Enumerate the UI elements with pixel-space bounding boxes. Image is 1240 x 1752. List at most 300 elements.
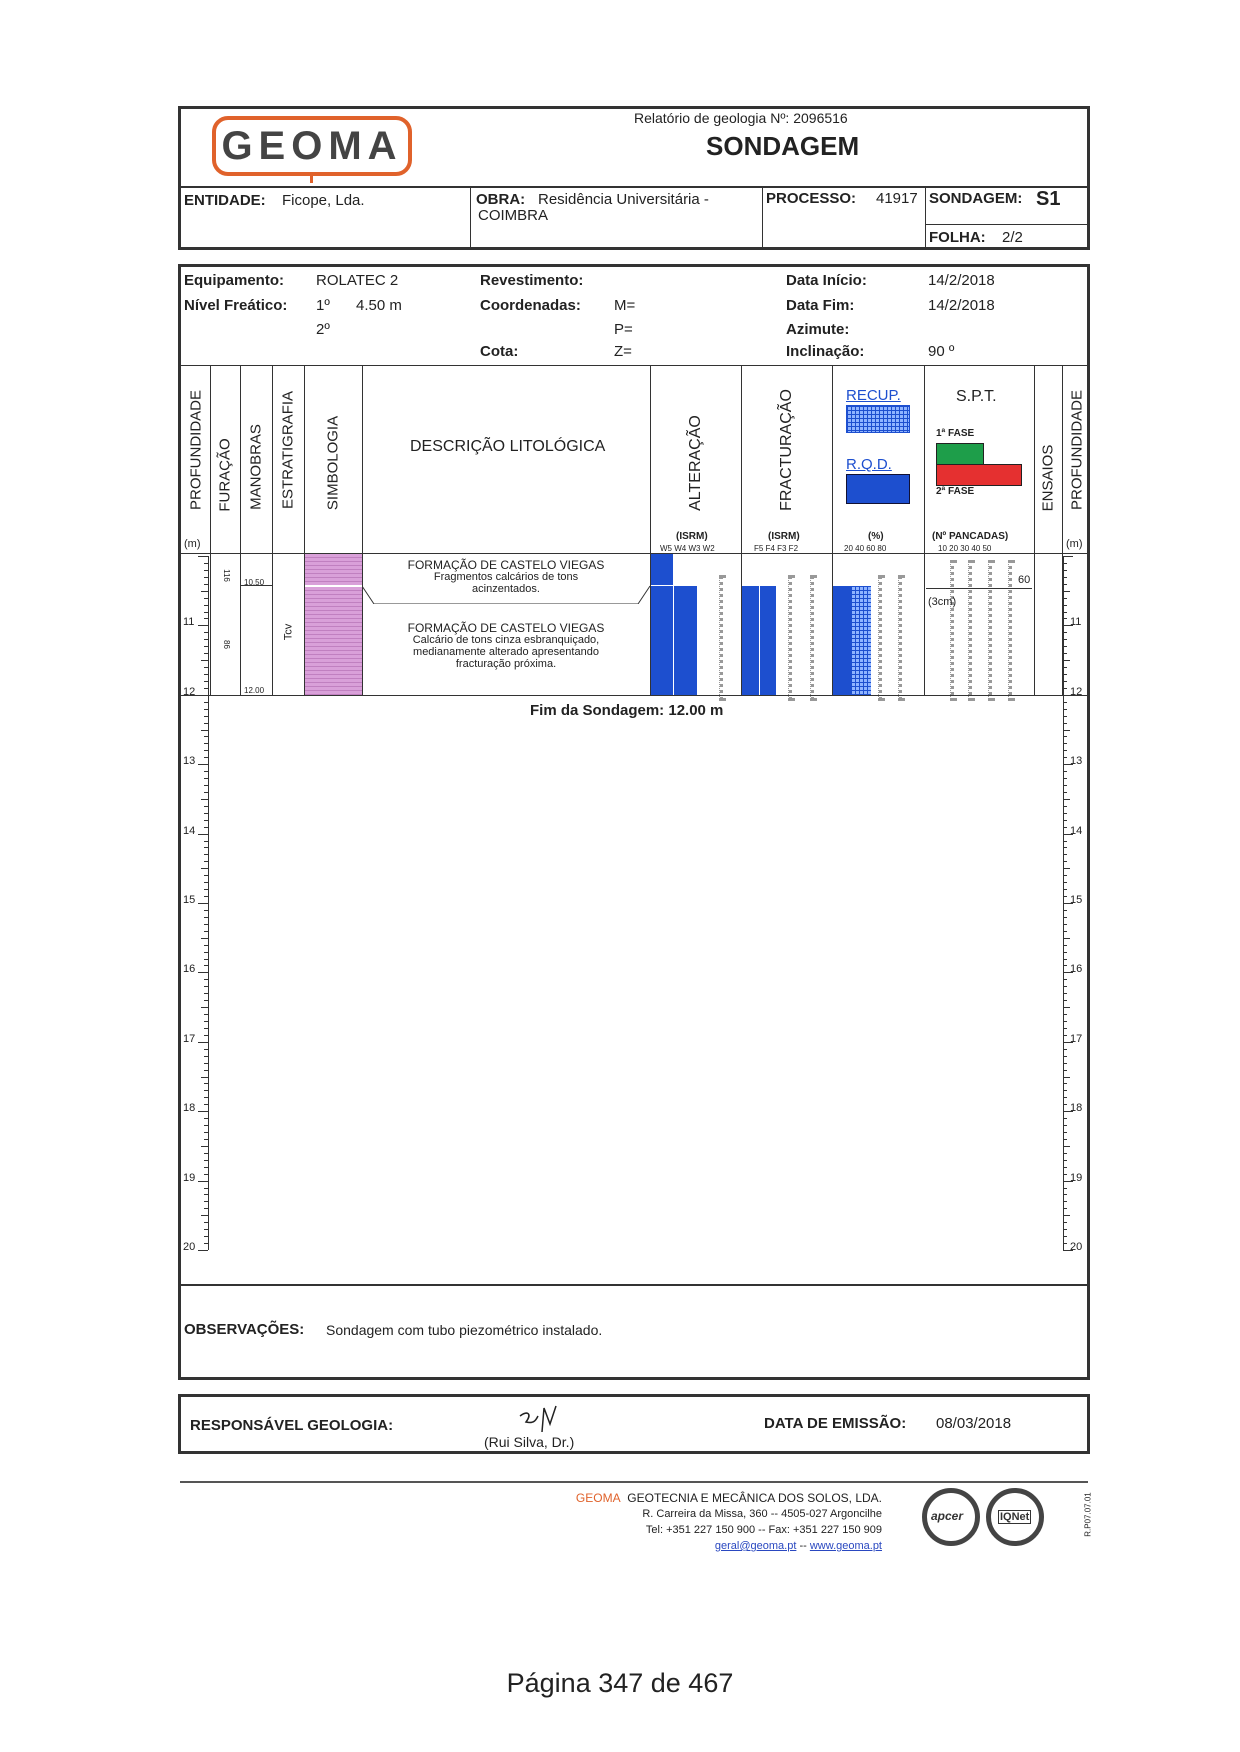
ruler-tick	[204, 723, 208, 724]
ruler-tick	[1063, 965, 1067, 966]
azimute-label: Azimute:	[786, 321, 850, 338]
recup-swatch	[846, 405, 910, 433]
ruler-tick	[204, 1035, 208, 1036]
ruler-tick	[204, 1000, 208, 1001]
ruler-tick	[1063, 924, 1067, 925]
simbologia-layer-1	[305, 554, 362, 585]
ruler-tick	[1063, 639, 1067, 640]
data-emissao-label: DATA DE EMISSÃO:	[764, 1415, 907, 1432]
ruler-tick	[1063, 1174, 1067, 1175]
ruler-tick	[204, 688, 208, 689]
depth-label-right: 12	[1070, 685, 1083, 698]
layer-1-description	[364, 559, 648, 595]
data-fim-value: 14/2/2018	[928, 297, 995, 314]
ruler-tick	[204, 806, 208, 807]
ruler-tick	[204, 639, 208, 640]
nivel-2: 2º	[316, 321, 330, 338]
iqnet-seal	[986, 1488, 1044, 1546]
depth-label-left: 19	[183, 1171, 196, 1184]
ruler-tick	[204, 757, 208, 758]
depth-label-left: 14	[183, 824, 196, 837]
ruler-tick	[198, 903, 208, 904]
responsavel-label: RESPONSÁVEL GEOLOGIA:	[190, 1417, 394, 1434]
logo-text: GEOMA	[221, 124, 403, 168]
ruler-tick	[198, 1042, 208, 1043]
revestimento-label: Revestimento:	[480, 272, 584, 289]
ruler-tick	[1063, 667, 1067, 668]
ruler-tick	[201, 1077, 208, 1078]
ruler-tick	[204, 605, 208, 606]
entidade-value: Ficope, Lda.	[282, 192, 365, 209]
ruler-tick	[1063, 563, 1067, 564]
depth-label-left: 16	[183, 963, 196, 976]
ruler-tick	[1063, 716, 1067, 717]
depth-label-left: 15	[183, 894, 196, 906]
company-brand: GEOMA	[575, 1491, 621, 1505]
spt-fase2-label: 2ª FASE	[936, 486, 975, 497]
ruler-tick	[204, 993, 208, 994]
col-percent-unit: (%)	[868, 531, 884, 542]
col-profundidade-unit: (m)	[184, 538, 201, 550]
ruler-tick	[1063, 1208, 1067, 1209]
ruler-tick	[204, 1021, 208, 1022]
ruler-tick	[1063, 1090, 1067, 1091]
ruler-tick	[1063, 591, 1070, 592]
ruler-tick	[1063, 598, 1067, 599]
ruler-tick	[204, 861, 208, 862]
ruler-tick	[1063, 875, 1067, 876]
manobra-2: 12.00	[244, 686, 265, 695]
ruler-tick	[1063, 1167, 1067, 1168]
col-recup: RECUP.	[846, 387, 901, 404]
ruler-tick	[204, 1028, 208, 1029]
company-separator: --	[799, 1540, 807, 1552]
ruler-tick	[1063, 1160, 1067, 1161]
ruler-tick	[204, 979, 208, 980]
layer-2-line-2: medianamente alterado apresentando	[413, 646, 599, 658]
entidade-label: ENTIDADE:	[184, 192, 266, 209]
ruler-tick	[198, 1250, 208, 1251]
ruler-tick	[1063, 1194, 1067, 1195]
company-email-link[interactable]: geral@geoma.pt	[714, 1540, 797, 1552]
ruler-tick	[1063, 618, 1067, 619]
company-info	[510, 1490, 882, 1554]
ruler-tick	[204, 1208, 208, 1209]
ruler-tick	[204, 577, 208, 578]
ruler-tick	[1063, 917, 1067, 918]
ruler-tick	[204, 785, 208, 786]
ruler-tick	[204, 612, 208, 613]
ruler-tick	[1063, 910, 1067, 911]
ruler-tick	[1063, 750, 1067, 751]
ruler-tick	[1063, 646, 1067, 647]
ruler-tick	[1063, 577, 1067, 578]
ruler-tick	[1063, 612, 1067, 613]
ruler-tick	[204, 924, 208, 925]
ruler-tick	[204, 667, 208, 668]
layer-1-line-2: acinzentados.	[472, 583, 540, 595]
col-alteracao-unit: (ISRM)	[676, 531, 708, 542]
ruler-tick	[204, 653, 208, 654]
ruler-tick	[204, 1083, 208, 1084]
ruler-tick	[1063, 952, 1067, 953]
ruler-tick	[201, 868, 208, 869]
ruler-tick	[204, 1049, 208, 1050]
ruler-tick	[1063, 1083, 1067, 1084]
coordenadas-label: Coordenadas:	[480, 297, 581, 314]
depth-label-right: 14	[1070, 824, 1083, 837]
ruler-tick	[204, 813, 208, 814]
ruler-tick	[1063, 1222, 1067, 1223]
ruler-tick	[1063, 986, 1067, 987]
ruler-tick	[1063, 827, 1067, 828]
ruler-tick	[204, 702, 208, 703]
ruler-tick	[204, 1160, 208, 1161]
layer-2-title: FORMAÇÃO DE CASTELO VIEGAS	[407, 621, 605, 635]
ruler-tick	[204, 1201, 208, 1202]
col-alteracao-ticks: W5 W4 W3 W2	[660, 544, 715, 553]
ruler-tick	[1063, 896, 1067, 897]
spt-fase1-label: 1ª FASE	[936, 428, 975, 439]
ruler-tick	[204, 952, 208, 953]
ruler-tick	[1063, 1243, 1067, 1244]
coord-z: Z=	[614, 343, 632, 360]
geoma-logo	[212, 116, 412, 176]
ruler-tick	[204, 681, 208, 682]
data-fim-label: Data Fim:	[786, 297, 855, 314]
ruler-tick	[1063, 1215, 1070, 1216]
ruler-tick	[204, 1222, 208, 1223]
spt-value: 60	[1018, 574, 1031, 586]
observacoes-value: Sondagem com tubo piezométrico instalado.	[326, 1322, 603, 1338]
ruler-tick	[198, 1111, 208, 1112]
col-profundidade: PROFUNDIDADE	[187, 389, 205, 511]
inclinacao-value: 90 º	[928, 343, 955, 360]
ruler-tick	[1063, 945, 1067, 946]
responsavel-name: (Rui Silva, Dr.)	[484, 1434, 575, 1450]
observacoes-label: OBSERVAÇÕES:	[184, 1321, 305, 1338]
col-alteracao: ALTERAÇÃO	[687, 415, 704, 511]
furacao-1: 116	[221, 569, 231, 582]
ruler-tick	[204, 674, 208, 675]
ruler-tick	[1063, 1139, 1067, 1140]
ruler-tick	[1063, 806, 1067, 807]
company-address: R. Carreira da Missa, 360 -- 4505-027 Argoncilhe	[642, 1508, 882, 1520]
col-profundidade-right-unit: (m)	[1066, 538, 1083, 550]
ruler-tick	[1063, 1104, 1067, 1105]
ruler-tick	[1063, 709, 1067, 710]
company-phone: Tel: +351 227 150 900 -- Fax: +351 227 150 909	[645, 1524, 882, 1536]
col-fracturacao: FRACTURAÇÃO	[778, 389, 795, 511]
ruler-tick	[198, 625, 208, 626]
ruler-tick	[204, 736, 208, 737]
ruler-tick	[1063, 938, 1070, 939]
depth-label-left: 12	[183, 685, 196, 698]
ruler-tick	[204, 716, 208, 717]
apcer-text: apcer	[931, 1509, 964, 1523]
iqnet-text: IQNet	[1000, 1511, 1030, 1523]
apcer-seal	[922, 1488, 980, 1546]
ruler-tick	[1063, 861, 1067, 862]
ruler-tick	[198, 972, 208, 973]
ruler-tick	[1063, 1056, 1067, 1057]
ruler-tick	[1063, 1236, 1067, 1237]
ruler-tick	[1063, 688, 1067, 689]
ruler-tick	[204, 847, 208, 848]
depth-label-right: 13	[1070, 755, 1083, 768]
rqd-swatch	[846, 474, 910, 504]
nivel-1: 1º	[316, 297, 330, 314]
ruler-tick	[204, 965, 208, 966]
ruler-tick	[204, 986, 208, 987]
ruler-tick	[1063, 681, 1067, 682]
report-title: SONDAGEM	[706, 131, 860, 161]
ruler-tick	[1063, 1049, 1067, 1050]
ruler-tick	[1063, 1028, 1067, 1029]
col-fracturacao-unit: (ISRM)	[768, 531, 800, 542]
coord-p: P=	[614, 321, 633, 338]
depth-label-left: 17	[183, 1032, 196, 1045]
col-spt: S.P.T.	[956, 388, 997, 405]
ruler-tick	[204, 778, 208, 779]
depth-label-left: 11	[183, 616, 195, 629]
ruler-tick	[198, 556, 208, 557]
ruler-tick	[1063, 1014, 1067, 1015]
ruler-tick	[204, 1125, 208, 1126]
col-estratigrafia: ESTRATIGRAFIA	[279, 390, 297, 510]
col-fracturacao-ticks: F5 F4 F3 F2	[754, 544, 799, 553]
form-code: R.P07.07.01	[1083, 1492, 1093, 1537]
alteracao-bar-2	[651, 586, 697, 695]
recup-bar	[851, 586, 871, 695]
obra-label: OBRA:	[476, 191, 526, 208]
ruler-tick	[1063, 723, 1067, 724]
ruler-tick	[204, 820, 208, 821]
ruler-tick	[204, 646, 208, 647]
ruler-tick	[204, 827, 208, 828]
ruler-tick	[204, 1236, 208, 1237]
col-pancadas-unit: (Nº PANCADAS)	[932, 531, 1009, 542]
col-manobras: MANOBRAS	[247, 424, 265, 510]
ruler-tick	[1063, 730, 1070, 731]
ruler-tick	[204, 1118, 208, 1119]
ruler-tick	[204, 917, 208, 918]
company-website-link[interactable]: www.geoma.pt	[809, 1540, 882, 1552]
ruler-tick	[1063, 1021, 1067, 1022]
ruler-tick	[1063, 556, 1073, 557]
ruler-tick	[204, 563, 208, 564]
col-profundidade-right: PROFUNDIDADE	[1068, 389, 1086, 511]
data-inicio-value: 14/2/2018	[928, 272, 995, 289]
ruler-tick	[1063, 702, 1067, 703]
ruler-tick	[201, 938, 208, 939]
ruler-tick	[204, 1153, 208, 1154]
rqd-bar	[833, 586, 851, 695]
ruler-tick	[204, 618, 208, 619]
depth-label-right: 15	[1070, 894, 1083, 906]
col-rqd: R.Q.D.	[846, 456, 892, 473]
equipamento-value: ROLATEC 2	[316, 272, 399, 289]
ruler-tick	[204, 598, 208, 599]
ruler-tick	[1063, 931, 1067, 932]
ruler-tick	[1063, 771, 1067, 772]
ruler-tick	[1063, 632, 1067, 633]
ruler-tick	[1063, 674, 1067, 675]
ruler-tick	[204, 910, 208, 911]
nivel-1-value: 4.50 m	[356, 297, 402, 314]
ruler-tick	[1063, 1118, 1067, 1119]
coord-m: M=	[614, 297, 636, 314]
ruler-tick	[204, 959, 208, 960]
col-ensaios: ENSAIOS	[1039, 444, 1057, 512]
obra-value-1: Residência Universitária -	[538, 191, 709, 208]
ruler-tick	[204, 1139, 208, 1140]
furacao-2: 86	[221, 640, 231, 649]
company-name: GEOTECNIA E MECÂNICA DOS SOLOS, LDA.	[627, 1491, 882, 1505]
ruler-tick	[1063, 1201, 1067, 1202]
ruler-tick	[204, 1056, 208, 1057]
ruler-tick	[201, 1215, 208, 1216]
ruler-tick	[198, 1181, 208, 1182]
depth-label-right: 18	[1070, 1102, 1083, 1115]
ruler-tick	[204, 1132, 208, 1133]
ruler-tick	[204, 1014, 208, 1015]
cota-label: Cota:	[480, 343, 519, 360]
ruler-tick	[204, 743, 208, 744]
ruler-tick	[1063, 1070, 1067, 1071]
ruler-tick	[1063, 1146, 1070, 1147]
ruler-tick	[1063, 757, 1067, 758]
ruler-tick	[1063, 1063, 1067, 1064]
ruler-tick	[1063, 799, 1070, 800]
layer-2-line-3: fracturação próxima.	[455, 658, 557, 670]
ruler-tick	[204, 1104, 208, 1105]
ruler-tick	[1063, 1188, 1067, 1189]
ruler-tick	[204, 875, 208, 876]
ruler-tick	[204, 1188, 208, 1189]
ruler-tick	[204, 570, 208, 571]
nivel-label: Nível Freático:	[184, 297, 288, 314]
ruler-tick	[204, 1174, 208, 1175]
ruler-tick	[204, 896, 208, 897]
ruler-tick	[1063, 605, 1067, 606]
depth-label-right: 20	[1070, 1241, 1083, 1253]
ruler-tick	[1063, 1077, 1070, 1078]
ruler-tick	[201, 1146, 208, 1147]
ruler-tick	[1063, 979, 1067, 980]
depth-label-left: 20	[183, 1241, 196, 1253]
ruler-tick	[1063, 1035, 1067, 1036]
ruler-tick	[204, 632, 208, 633]
data-emissao-value: 08/03/2018	[936, 1415, 1012, 1432]
ruler-tick	[1063, 889, 1067, 890]
ruler-tick	[204, 854, 208, 855]
ruler-tick	[204, 1090, 208, 1091]
ruler-tick	[1063, 993, 1067, 994]
depth-label-right: 19	[1070, 1171, 1083, 1184]
ruler-tick	[1063, 1153, 1067, 1154]
ruler-tick	[1063, 736, 1067, 737]
end-of-boring: Fim da Sondagem: 12.00 m	[530, 702, 724, 719]
ruler-tick	[1063, 660, 1070, 661]
ruler-tick	[1063, 584, 1067, 585]
ruler-tick	[204, 945, 208, 946]
spt-penetration: (3cm)	[928, 596, 957, 608]
ruler-tick	[1063, 854, 1067, 855]
ruler-tick	[204, 1167, 208, 1168]
ruler-tick	[1063, 1125, 1067, 1126]
ruler-tick	[204, 771, 208, 772]
col-descricao: DESCRIÇÃO LITOLÓGICA	[410, 438, 606, 455]
ruler-tick	[204, 750, 208, 751]
depth-label-right: 11	[1070, 616, 1082, 629]
ruler-tick	[204, 1194, 208, 1195]
obra-value-2: COIMBRA	[478, 207, 549, 224]
depth-label-left: 18	[183, 1102, 196, 1115]
layer-1-line-1: Fragmentos calcários de tons	[433, 571, 579, 583]
processo-label: PROCESSO:	[766, 190, 857, 207]
ruler-tick	[1063, 1097, 1067, 1098]
ruler-tick	[201, 1007, 208, 1008]
ruler-tick	[1063, 792, 1067, 793]
ruler-tick	[1063, 743, 1067, 744]
data-inicio-label: Data Início:	[786, 272, 867, 289]
ruler-tick	[1063, 778, 1067, 779]
depth-label-right: 16	[1070, 963, 1083, 976]
ruler-tick	[204, 792, 208, 793]
layer-1-title: FORMAÇÃO DE CASTELO VIEGAS	[407, 558, 605, 572]
ruler-tick	[1063, 1007, 1070, 1008]
estratigrafia-code: Tcv	[282, 623, 295, 641]
ruler-tick	[1063, 868, 1070, 869]
sondagem-value: S1	[1036, 188, 1061, 210]
report-number: Relatório de geologia Nº: 2096516	[634, 110, 848, 126]
col-percent-ticks: 20 40 60 80	[844, 544, 887, 553]
folha-value: 2/2	[1002, 229, 1023, 246]
ruler-tick	[1063, 570, 1067, 571]
ruler-tick	[1063, 813, 1067, 814]
ruler-tick	[204, 1243, 208, 1244]
ruler-tick	[1063, 820, 1067, 821]
spt-fase2-swatch	[936, 464, 1022, 486]
ruler-tick	[1063, 959, 1067, 960]
folha-label: FOLHA:	[929, 229, 986, 246]
equipamento-label: Equipamento:	[184, 272, 284, 289]
col-furacao: FURAÇÃO	[216, 438, 234, 512]
ruler-tick	[1063, 882, 1067, 883]
manobra-1: 10.50	[244, 578, 265, 587]
ruler-tick	[204, 1097, 208, 1098]
inclinacao-label: Inclinação:	[786, 343, 865, 360]
simbologia-layer-2	[305, 587, 362, 695]
ruler-tick	[204, 1229, 208, 1230]
ruler-tick	[204, 882, 208, 883]
layer-2-line-1: Calcário de tons cinza esbranquiçado,	[412, 634, 600, 646]
ruler-tick	[204, 931, 208, 932]
page-number: Página 347 de 467	[506, 1668, 734, 1698]
ruler-tick	[204, 841, 208, 842]
layer-2-description	[364, 622, 648, 670]
ruler-tick	[1063, 653, 1067, 654]
depth-label-right: 17	[1070, 1032, 1083, 1045]
ruler-tick	[1063, 1229, 1067, 1230]
sondagem-label: SONDAGEM:	[929, 190, 1023, 207]
processo-value: 41917	[876, 190, 918, 207]
ruler-tick	[1063, 841, 1067, 842]
ruler-tick	[1063, 1000, 1067, 1001]
ruler-tick	[1063, 1132, 1067, 1133]
col-simbologia: SIMBOLOGIA	[324, 415, 342, 511]
